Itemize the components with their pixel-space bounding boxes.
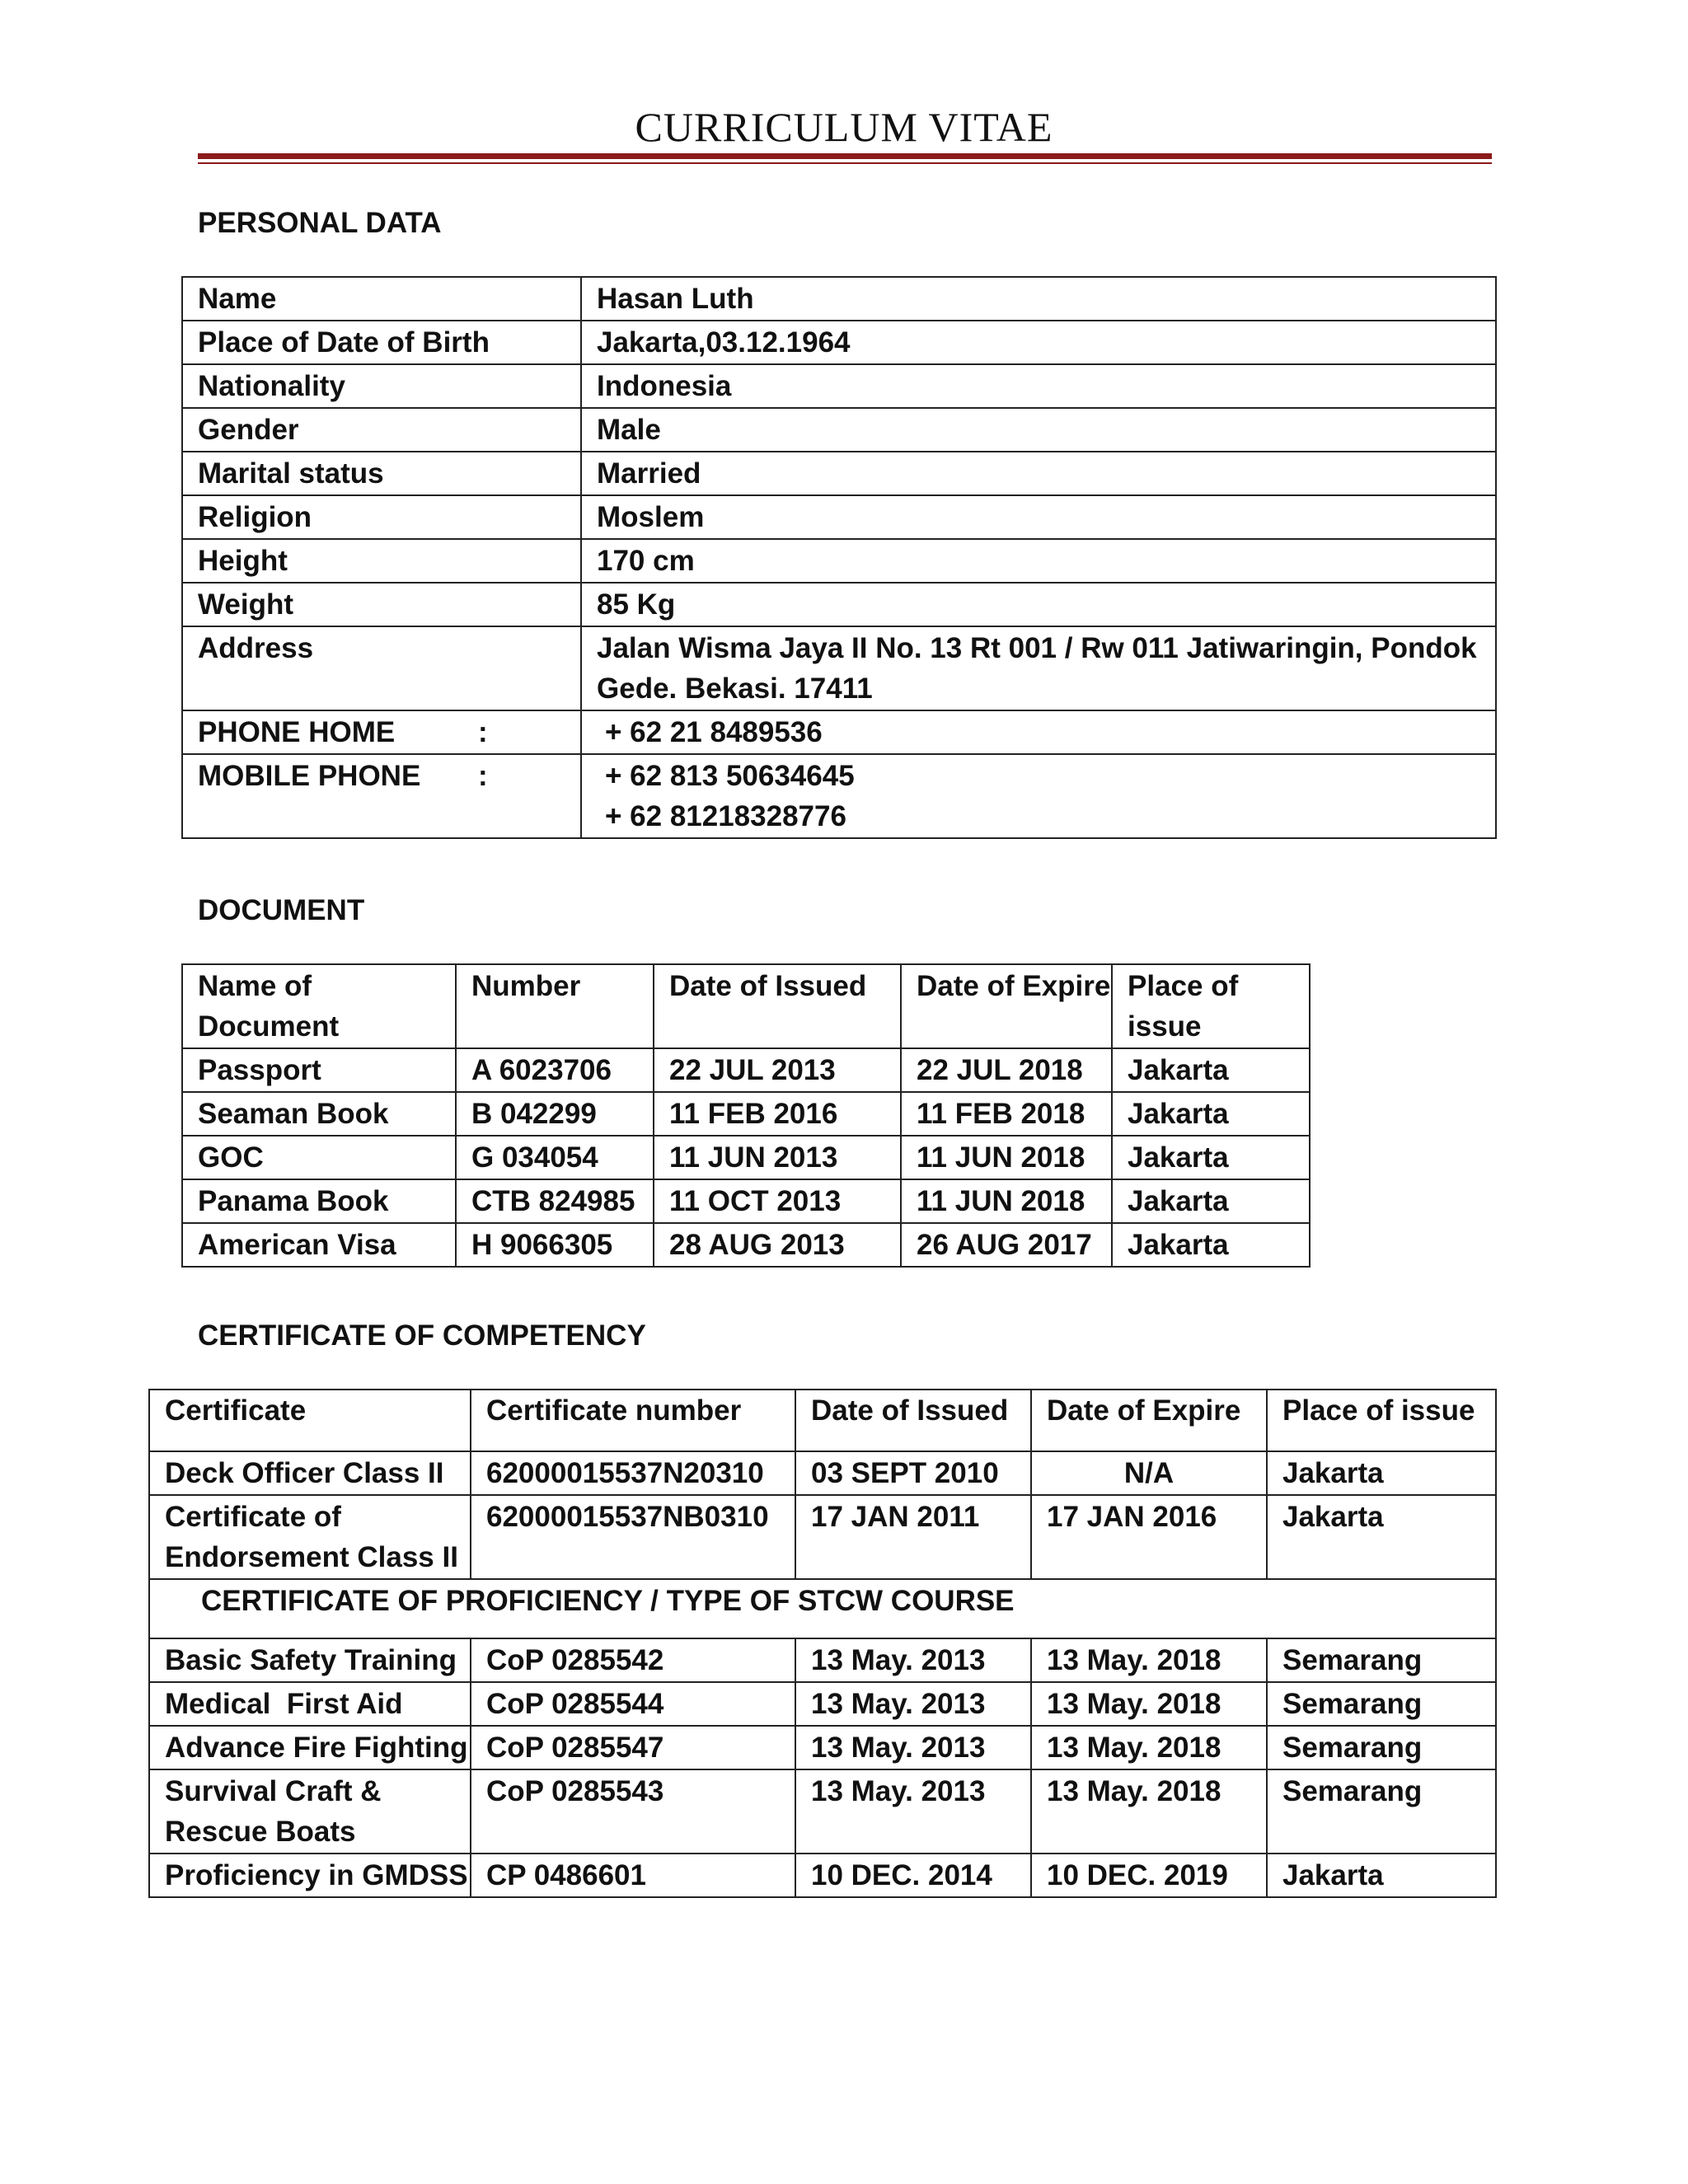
table-cell: 13 May. 2018 <box>1031 1726 1267 1769</box>
table-row <box>149 1451 1496 1495</box>
personal-data-heading: PERSONAL DATA <box>198 207 442 239</box>
field-label: Address <box>182 626 581 710</box>
document-heading: DOCUMENT <box>198 894 365 926</box>
phone-home-value: + 62 21 8489536 <box>581 710 1496 754</box>
table-row <box>149 1638 1496 1682</box>
table-cell: Panama Book <box>182 1179 456 1223</box>
competency-table <box>148 1389 1497 1898</box>
table-row <box>182 495 1496 539</box>
table-cell: 17 JAN 2016 <box>1031 1495 1267 1579</box>
table-row <box>149 1726 1496 1769</box>
phone-home-colon: : <box>478 716 488 748</box>
table-cell: 13 May. 2018 <box>1031 1638 1267 1682</box>
table-cell: 13 May. 2013 <box>795 1682 1031 1726</box>
table-cell: 11 OCT 2013 <box>654 1179 901 1223</box>
table-row <box>149 1769 1496 1854</box>
table-row <box>182 364 1496 408</box>
column-header: Place of issue <box>1112 964 1310 1048</box>
table-cell: 28 AUG 2013 <box>654 1223 901 1267</box>
table-row <box>182 1092 1310 1136</box>
field-label: Name <box>182 277 581 321</box>
mobile-phone-2: + 62 81218328776 <box>605 800 846 832</box>
table-cell: 13 May. 2018 <box>1031 1682 1267 1726</box>
field-value: Jakarta,03.12.1964 <box>581 321 1496 364</box>
table-cell: Jakarta <box>1267 1451 1496 1495</box>
title-rule-thick <box>198 153 1492 159</box>
table-cell: CoP 0285543 <box>471 1769 795 1854</box>
table-cell: 26 AUG 2017 <box>901 1223 1112 1267</box>
table-cell: Semarang <box>1267 1726 1496 1769</box>
table-cell: 13 May. 2018 <box>1031 1769 1267 1854</box>
table-cell: 13 May. 2013 <box>795 1638 1031 1682</box>
field-label: Gender <box>182 408 581 452</box>
table-cell: Basic Safety Training <box>149 1638 471 1682</box>
table-cell: G 034054 <box>456 1136 654 1179</box>
table-row <box>182 1223 1310 1267</box>
column-header: Date of Expire <box>1031 1390 1267 1451</box>
table-subheader-row <box>149 1579 1496 1638</box>
table-cell: CoP 0285542 <box>471 1638 795 1682</box>
table-row <box>182 539 1496 583</box>
table-cell: CTB 824985 <box>456 1179 654 1223</box>
table-cell: Passport <box>182 1048 456 1092</box>
field-label: Nationality <box>182 364 581 408</box>
table-cell: Semarang <box>1267 1682 1496 1726</box>
table-cell: Semarang <box>1267 1638 1496 1682</box>
table-cell: B 042299 <box>456 1092 654 1136</box>
table-cell: H 9066305 <box>456 1223 654 1267</box>
table-header-row <box>149 1390 1496 1451</box>
proficiency-subheading: CERTIFICATE OF PROFICIENCY / TYPE OF STCW COURSE <box>149 1579 1496 1638</box>
field-label: Height <box>182 539 581 583</box>
title-rule-thin <box>198 162 1492 164</box>
table-cell: Deck Officer Class II <box>149 1451 471 1495</box>
field-label: Weight <box>182 583 581 626</box>
table-cell: Jakarta <box>1112 1048 1310 1092</box>
field-value: Jalan Wisma Jaya II No. 13 Rt 001 / Rw 011 Jatiwaringin, Pondok Gede. Bekasi. 17411 <box>581 626 1496 710</box>
table-cell: Jakarta <box>1267 1495 1496 1579</box>
table-row <box>182 1136 1310 1179</box>
table-row <box>182 408 1496 452</box>
table-row <box>149 1682 1496 1726</box>
table-cell: 03 SEPT 2010 <box>795 1451 1031 1495</box>
field-value: Moslem <box>581 495 1496 539</box>
field-label: Religion <box>182 495 581 539</box>
column-header: Number <box>456 964 654 1048</box>
table-row <box>182 321 1496 364</box>
table-cell: 62000015537N20310 <box>471 1451 795 1495</box>
table-cell: N/A <box>1031 1451 1267 1495</box>
table-row <box>182 1179 1310 1223</box>
table-cell: 22 JUL 2013 <box>654 1048 901 1092</box>
field-value: Indonesia <box>581 364 1496 408</box>
table-row <box>149 1854 1496 1897</box>
table-row <box>182 710 1496 754</box>
table-row <box>182 754 1496 838</box>
table-row <box>182 583 1496 626</box>
table-cell: Jakarta <box>1112 1136 1310 1179</box>
phone-home-label: PHONE HOME <box>198 716 396 748</box>
table-cell: 10 DEC. 2014 <box>795 1854 1031 1897</box>
column-header: Certificate number <box>471 1390 795 1451</box>
table-cell: 13 May. 2013 <box>795 1726 1031 1769</box>
table-cell: Survival Craft & Rescue Boats <box>149 1769 471 1854</box>
table-cell: GOC <box>182 1136 456 1179</box>
table-cell: Proficiency in GMDSS <box>149 1854 471 1897</box>
mobile-phone-1: + 62 813 50634645 <box>605 760 855 792</box>
table-cell: CP 0486601 <box>471 1854 795 1897</box>
field-label <box>182 754 581 838</box>
table-cell: 17 JAN 2011 <box>795 1495 1031 1579</box>
table-cell: A 6023706 <box>456 1048 654 1092</box>
table-cell: 11 FEB 2016 <box>654 1092 901 1136</box>
table-row <box>182 626 1496 710</box>
page-title: CURRICULUM VITAE <box>635 104 1053 150</box>
table-cell: 10 DEC. 2019 <box>1031 1854 1267 1897</box>
table-cell: Jakarta <box>1267 1854 1496 1897</box>
table-cell: 11 JUN 2018 <box>901 1136 1112 1179</box>
table-cell: Jakarta <box>1112 1092 1310 1136</box>
field-value: Male <box>581 408 1496 452</box>
table-cell: Jakarta <box>1112 1179 1310 1223</box>
table-header-row <box>182 964 1310 1048</box>
table-cell: 11 JUN 2013 <box>654 1136 901 1179</box>
table-cell: CoP 0285547 <box>471 1726 795 1769</box>
mobile-phone-colon: : <box>478 760 488 792</box>
document-table <box>181 963 1311 1268</box>
column-header: Date of Expire <box>901 964 1112 1048</box>
table-cell: 11 JUN 2018 <box>901 1179 1112 1223</box>
table-cell: Certificate of Endorsement Class II <box>149 1495 471 1579</box>
table-cell: American Visa <box>182 1223 456 1267</box>
table-cell: Medical First Aid <box>149 1682 471 1726</box>
column-header: Certificate <box>149 1390 471 1451</box>
table-cell: 62000015537NB0310 <box>471 1495 795 1579</box>
table-cell: Jakarta <box>1112 1223 1310 1267</box>
field-label: Place of Date of Birth <box>182 321 581 364</box>
table-cell: CoP 0285544 <box>471 1682 795 1726</box>
table-cell: 13 May. 2013 <box>795 1769 1031 1854</box>
table-row <box>149 1495 1496 1579</box>
personal-data-table <box>181 276 1497 839</box>
table-row <box>182 452 1496 495</box>
table-cell: 22 JUL 2018 <box>901 1048 1112 1092</box>
competency-heading: CERTIFICATE OF COMPETENCY <box>198 1319 646 1352</box>
table-cell: Seaman Book <box>182 1092 456 1136</box>
mobile-phone-value <box>581 754 1496 838</box>
column-header: Date of Issued <box>795 1390 1031 1451</box>
field-value: Hasan Luth <box>581 277 1496 321</box>
table-cell: 11 FEB 2018 <box>901 1092 1112 1136</box>
field-value: Married <box>581 452 1496 495</box>
field-value: 85 Kg <box>581 583 1496 626</box>
table-row <box>182 277 1496 321</box>
mobile-phone-label: MOBILE PHONE <box>198 760 421 792</box>
column-header: Date of Issued <box>654 964 901 1048</box>
table-row <box>182 1048 1310 1092</box>
table-cell: Advance Fire Fighting <box>149 1726 471 1769</box>
field-label: Marital status <box>182 452 581 495</box>
column-header: Name of Document <box>182 964 456 1048</box>
field-value: 170 cm <box>581 539 1496 583</box>
column-header: Place of issue <box>1267 1390 1496 1451</box>
table-cell: Semarang <box>1267 1769 1496 1854</box>
field-label <box>182 710 581 754</box>
